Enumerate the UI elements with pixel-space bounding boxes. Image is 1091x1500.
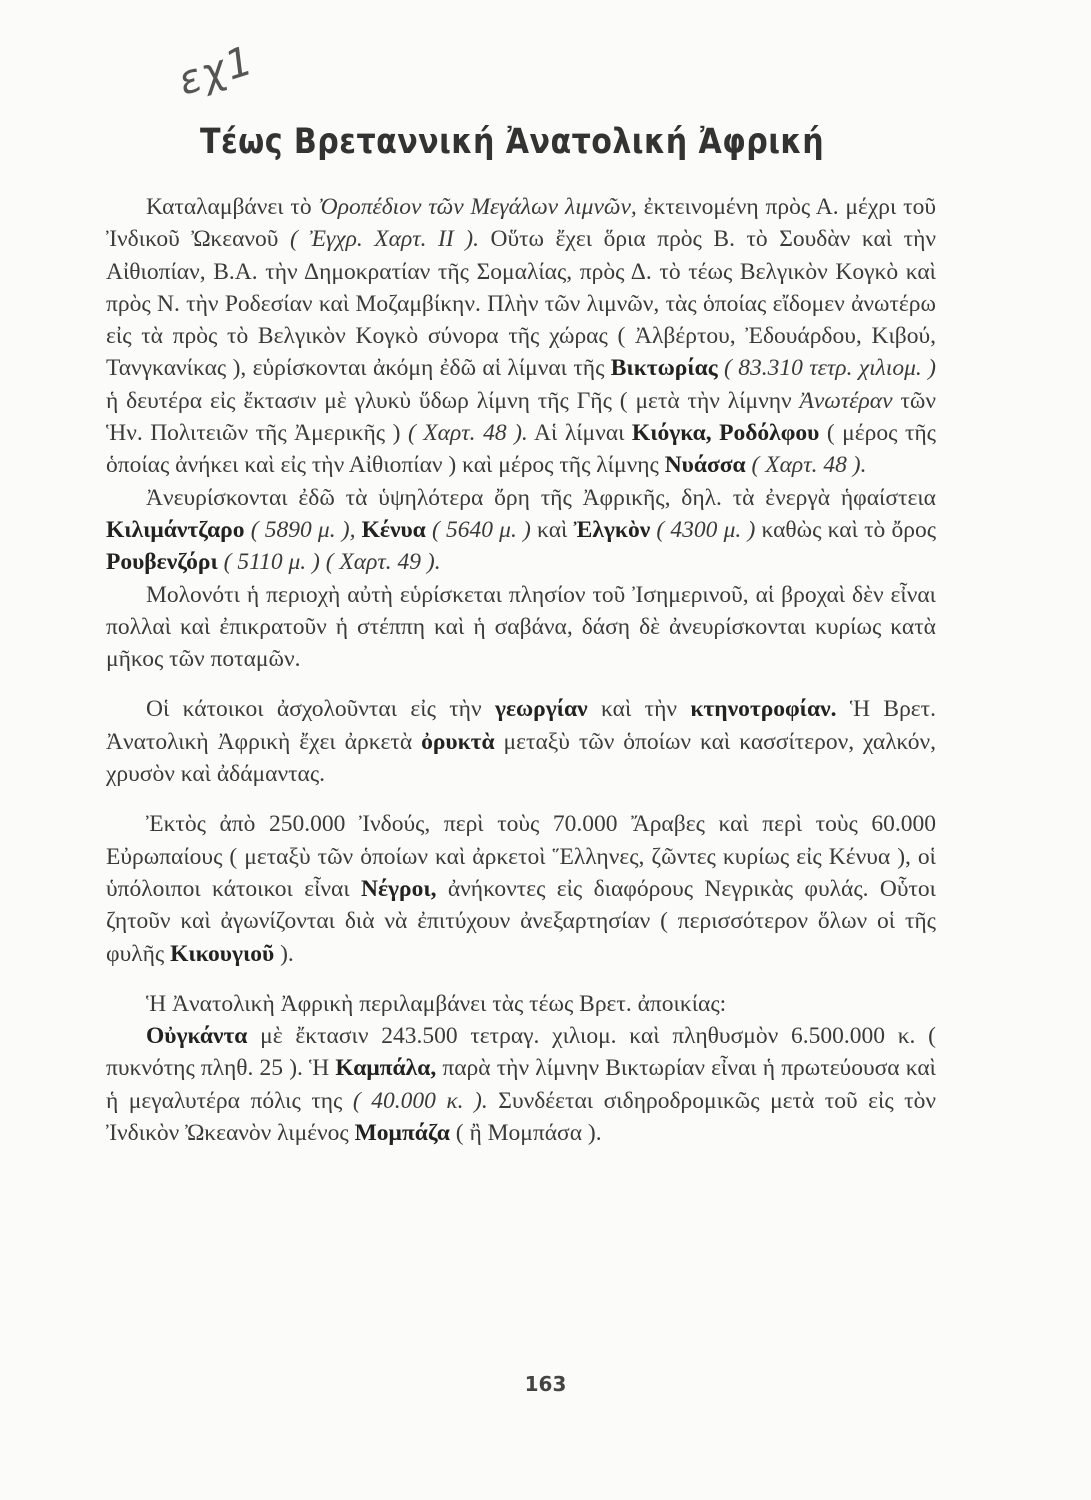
text: ( ἢ Μομπάσα ). xyxy=(449,1120,602,1147)
text: ἡ δευτέρα εἰς ἔκτασιν μὲ γλυκὺ ὕδωρ λίμνη τῆς Γῆς ( μετὰ τὴν λίμνην xyxy=(106,387,800,414)
text: Καταλαμβάνει τὸ xyxy=(146,194,319,220)
italic-text: ( 5110 μ. ) ( Χαρτ. 49 ). xyxy=(217,549,441,576)
paragraph-4 xyxy=(106,693,936,790)
text: ἀνήκοντες εἰς διαφόρους Νεγρικὰς φυλάς. Οὗτοι ζητοῦν καὶ ἀγωνίζονται διὰ νὰ ἐπιτύχουν ἀνεξαρτησίαν ( περισσότερον ὅλων οἱ τῆς φυλῆς xyxy=(106,875,936,967)
bold-text: ὀρυκτὰ xyxy=(421,728,495,755)
bold-text: Κικουγιοῦ xyxy=(170,940,275,967)
text: καθὼς καὶ τὸ ὄρος xyxy=(755,516,937,543)
bold-text: Κιλιμάντζαρο xyxy=(106,516,245,543)
italic-text: ( 4300 μ. ) xyxy=(650,516,756,543)
text: ἐκτεινομένη πρὸς Α. μέχρι τοῦ Ἰνδικοῦ Ὠκεανοῦ xyxy=(106,194,937,253)
text: ). xyxy=(274,940,294,967)
paragraph-1 xyxy=(106,191,936,482)
text: καὶ xyxy=(530,516,574,543)
page-number: 163 xyxy=(524,1372,567,1396)
text: Αἱ λίμναι xyxy=(527,420,632,447)
paragraph-5 xyxy=(106,808,936,969)
text: ( μέρος τῆς ὁποίας ἀνήκει καὶ εἰς τὴν Αἰθιοπίαν ) καὶ μέρος τῆς λίμνης xyxy=(106,420,936,479)
bold-text: Ρουβενζόρι xyxy=(106,549,218,576)
text: καὶ τὴν xyxy=(587,696,691,723)
page-title: Τέως Βρεταννική Ἀνατολική Ἀφρική xyxy=(200,122,825,162)
text: παρὰ τὴν λίμνην Βικτωρίαν εἶναι ἡ πρωτεύουσα καὶ ἡ μεγαλυτέρα πόλις της xyxy=(106,1055,936,1114)
italic-text: ( Χαρτ. 48 ). xyxy=(407,420,528,447)
bold-text: Νέγροι, xyxy=(361,875,437,902)
italic-text: ( Χαρτ. 48 ). xyxy=(745,452,867,479)
italic-text: Ἀνωτέραν xyxy=(799,387,893,414)
bold-text: Ἐλγκὸν xyxy=(573,516,651,543)
bold-text: Νυάσσα xyxy=(664,452,746,479)
italic-text: ( 40.000 κ. ). xyxy=(352,1087,488,1114)
text: Ἀνευρίσκονται ἐδῶ τὰ ὑψηλότερα ὄρη τῆς Ἀφρικῆς, δηλ. τὰ ἐνεργὰ ἡφαίστεια xyxy=(146,484,936,511)
bold-text: Οὐγκάντα xyxy=(146,1023,248,1050)
paragraph-7 xyxy=(106,1020,936,1149)
text: Ἡ Βρετ. Ἀνατολικὴ Ἀφρικὴ ἔχει ἀρκετὰ xyxy=(106,696,936,755)
italic-text: ( Ἐγχρ. Χαρτ. ΙΙ ). xyxy=(289,226,479,253)
text: Ἐκτὸς ἀπὸ 250.000 Ἰνδούς, περὶ τοὺς 70.000 Ἄραβες καὶ περὶ τοὺς 60.000 Εὐρωπαίους ( μεταξὺ τῶν ὁποίων καὶ ἀρκετοὶ Ἕλληνες, ζῶντες κυρίως εἰς Κένυα ), οἱ ὑπόλοιποι κάτοικοι εἶναι xyxy=(106,811,936,902)
bold-text: Καμπάλα, xyxy=(335,1055,437,1082)
italic-text: ( 5890 μ. ), xyxy=(244,516,356,543)
paragraph-3: Μολονότι ἡ περιοχὴ αὐτὴ εὑρίσκεται πλησίον τοῦ Ἰσημερινοῦ, αἱ βροχαὶ δὲν εἶναι πολλαὶ καὶ ἐπικρατοῦν ἡ στέππη καὶ ἡ σαβάνα, δάση δὲ ἀνευρίσκονται κυρίως κατὰ μῆκος τῶν ποταμῶν. xyxy=(106,581,936,673)
bold-text: Μομπάζα xyxy=(354,1120,450,1147)
text: Οἱ κάτοικοι ἀσχολοῦνται εἰς τὴν xyxy=(146,696,495,723)
text: τῶν Ἡν. Πολιτειῶν τῆς Ἀμερικῆς ) xyxy=(106,387,936,447)
italic-text: Ὀροπέδιον τῶν Μεγάλων λιμνῶν, xyxy=(318,194,637,220)
handwritten-annotation: εχ1 xyxy=(172,37,260,105)
italic-text: ( 5640 μ. ) xyxy=(425,516,531,543)
text: Οὕτω ἔχει ὅρια πρὸς Β. τὸ Σουδὰν καὶ τὴν Αἰθιοπίαν, Β.Α. τὴν Δημοκρατίαν τῆς Σομαλίας, πρὸς Δ. τὸ τέως Βελγικὸν Κογκὸ καὶ πρὸς Ν. τὴν Ροδεσίαν καὶ Μοζαμβίκην. Πλὴν τῶν λιμνῶν, τὰς ὁποίας εἴδομεν ἀνωτέρω εἰς τὰ πρὸς τὸ Βελγικὸν Κογκὸ σύνορα τῆς χώρας ( Ἀλβέρτου, Ἐδουάρδου, Κιβού, Τανγκανίκας ), εὑρίσκονται ἀκόμη ἐδῶ αἱ λίμναι τῆς xyxy=(106,226,936,382)
text: μεταξὺ τῶν ὁποίων καὶ κασσίτερον, χαλκόν, χρυσὸν καὶ ἀδάμαντας. xyxy=(106,728,937,788)
bold-text: γεωργίαν xyxy=(494,696,588,723)
text: Συνδέεται σιδηροδρομικῶς μετὰ τοῦ εἰς τὸν Ἰνδικὸν Ὠκεανὸν λιμένος xyxy=(106,1087,936,1147)
bold-text: Κένυα xyxy=(355,516,426,543)
paragraph-6: Ἡ Ἀνατολικὴ Ἀφρικὴ περιλαμβάνει τὰς τέως Βρετ. ἀποικίας: xyxy=(146,990,727,1017)
paragraph-2 xyxy=(106,482,936,579)
text: μὲ ἔκτασιν 243.500 τετραγ. χιλιομ. καὶ πληθυσμὸν 6.500.000 κ. ( πυκνότης πληθ. 25 ). Ἡ xyxy=(106,1023,936,1082)
bold-text: Κιόγκα, Ροδόλφου xyxy=(631,420,820,447)
bold-text: Βικτωρίας xyxy=(610,355,718,382)
body-text xyxy=(106,191,936,1149)
italic-text: ( 83.310 τετρ. χιλιομ. ) xyxy=(717,355,936,382)
bold-text: κτηνοτροφίαν. xyxy=(690,696,837,723)
